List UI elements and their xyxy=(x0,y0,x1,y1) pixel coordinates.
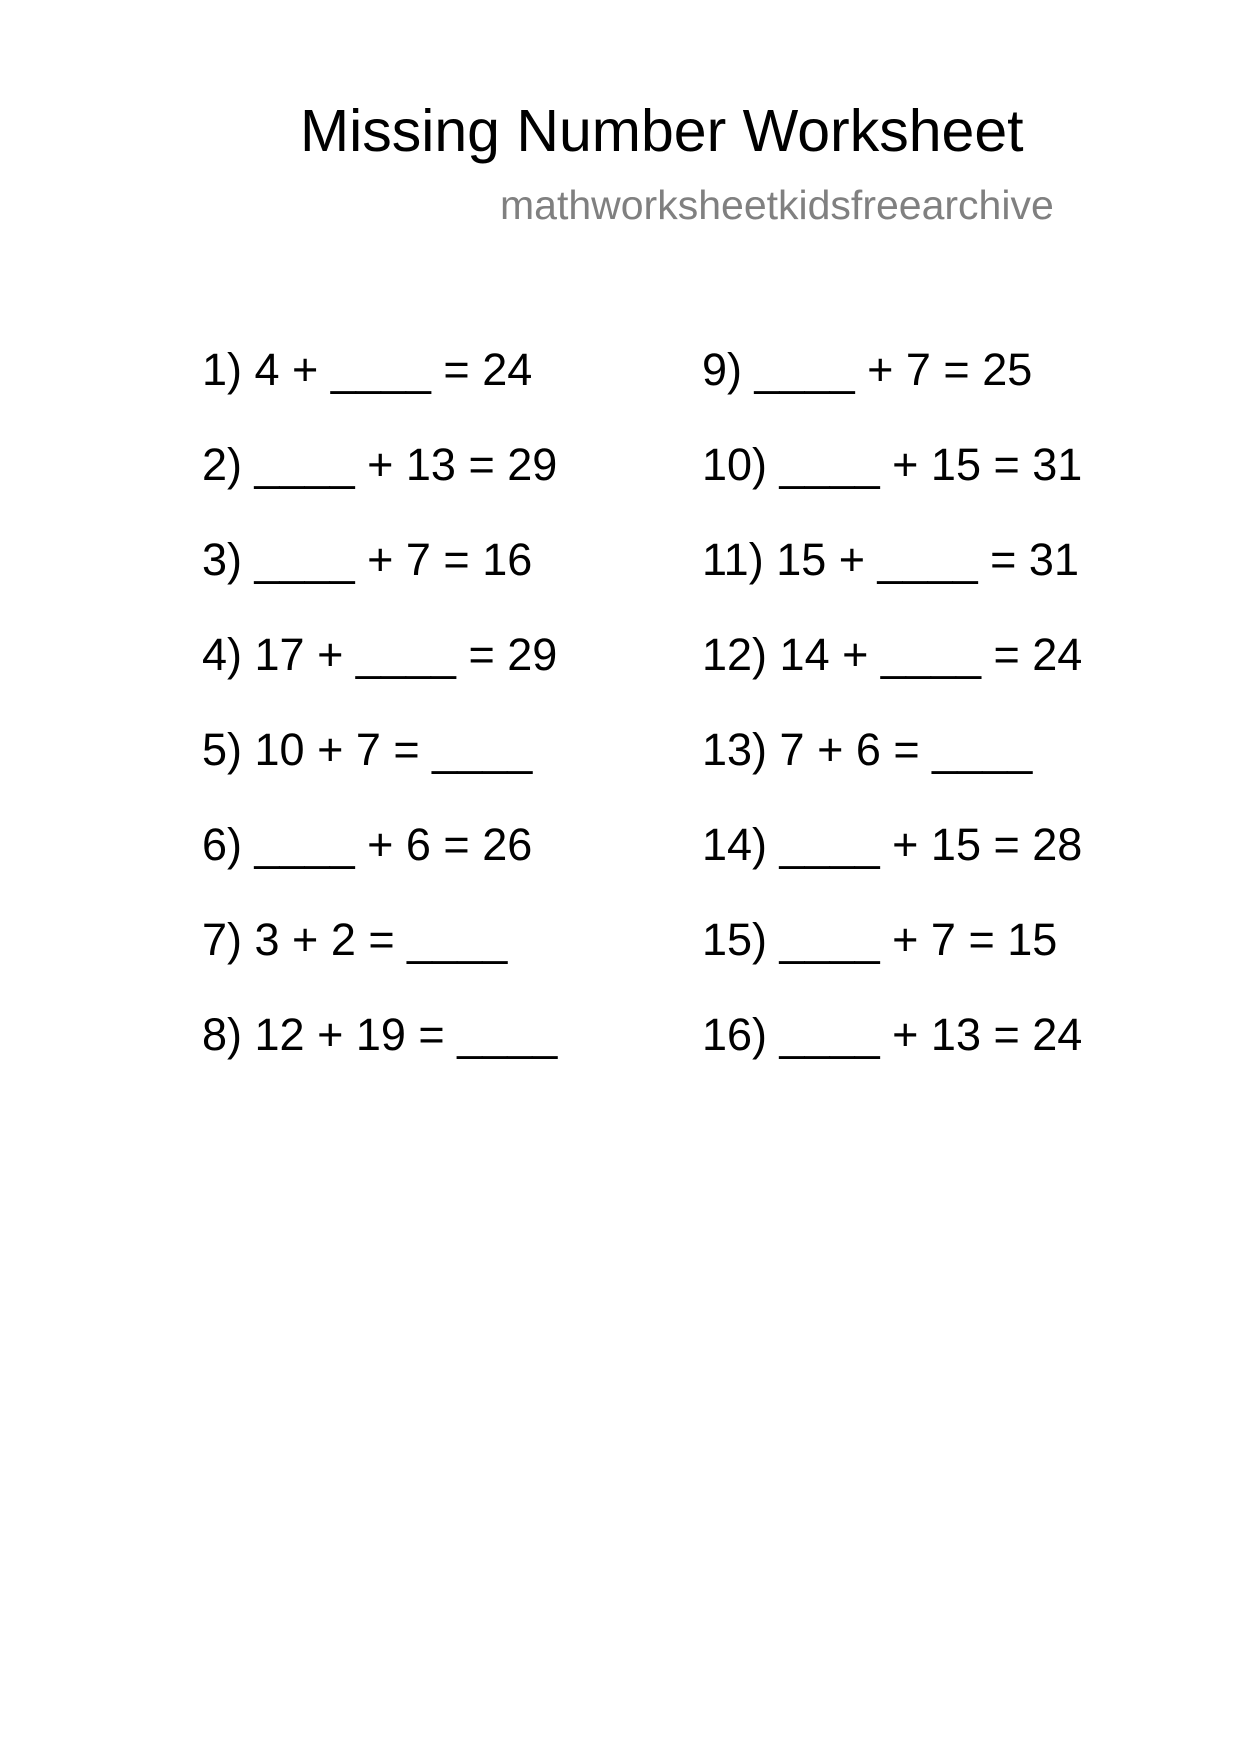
problem-6: 6) ____ + 6 = 26 xyxy=(202,819,533,870)
problem-8: 8) 12 + 19 = ____ xyxy=(202,1009,558,1060)
problem-1: 1) 4 + ____ = 24 xyxy=(202,344,533,395)
problem-9: 9) ____ + 7 = 25 xyxy=(702,344,1033,395)
problem-5: 5) 10 + 7 = ____ xyxy=(202,724,533,775)
problem-7: 7) 3 + 2 = ____ xyxy=(202,914,508,965)
problems-left-column xyxy=(202,340,557,1100)
problems-right-column xyxy=(702,340,1082,1100)
problem-11: 11) 15 + ____ = 31 xyxy=(702,534,1079,585)
worksheet-subtitle: mathworksheetkidsfreearchive xyxy=(500,182,1054,228)
problem-13: 13) 7 + 6 = ____ xyxy=(702,724,1033,775)
problem-15: 15) ____ + 7 = 15 xyxy=(702,914,1058,965)
problem-12: 12) 14 + ____ = 24 xyxy=(702,629,1083,680)
worksheet-title: Missing Number Worksheet xyxy=(300,98,1024,164)
problem-14: 14) ____ + 15 = 28 xyxy=(702,819,1083,870)
problem-3: 3) ____ + 7 = 16 xyxy=(202,534,533,585)
problem-2: 2) ____ + 13 = 29 xyxy=(202,439,558,490)
problem-16: 16) ____ + 13 = 24 xyxy=(702,1009,1083,1060)
problem-4: 4) 17 + ____ = 29 xyxy=(202,629,558,680)
problem-10: 10) ____ + 15 = 31 xyxy=(702,439,1083,490)
